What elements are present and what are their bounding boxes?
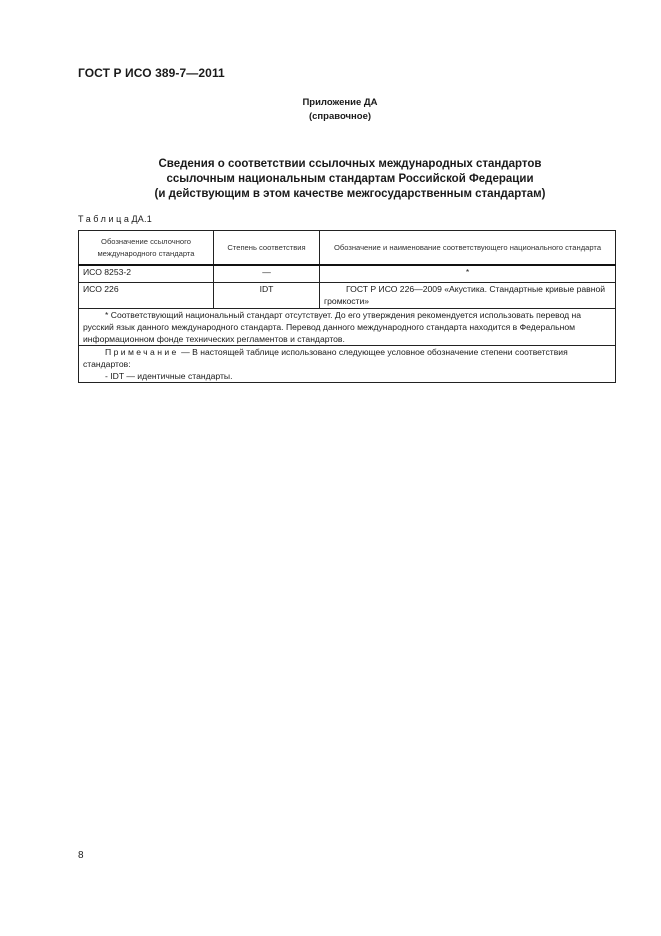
column-header-national: Обозначение и наименование соответствующего национального стандарта xyxy=(320,231,616,266)
table-footnote-row xyxy=(79,309,616,346)
table-footnote: * Соответствующий национальный стандарт отсутствует. До его утверждения рекомендуется использовать перевод на русский язык данного международного стандарта. Перевод данного международного стандарта находится в Федеральном информационном фонде технических регламентов и стандартов. xyxy=(79,309,616,346)
cell-national: ГОСТ Р ИСО 226—2009 «Акустика. Стандартные кривые равной громкости» xyxy=(320,283,616,309)
cell-ref: ИСО 8253-2 xyxy=(79,265,214,283)
section-title-line-3: (и действующим в этом качестве межгосударственным стандартам) xyxy=(154,188,546,200)
note-label: Примечание xyxy=(105,347,179,357)
note-text: — В настоящей таблице использовано следующее условное обозначение степени соответствия стандартов: xyxy=(83,347,568,369)
note-list-item: - IDT — идентичные стандарты. xyxy=(105,371,233,381)
cell-ref: ИСО 226 xyxy=(79,283,214,309)
cell-degree: IDT xyxy=(214,283,320,309)
page-number: 8 xyxy=(78,850,84,861)
column-header-degree: Степень соответствия xyxy=(214,231,320,266)
section-title-line-1: Сведения о соответствии ссылочных международных стандартов xyxy=(158,158,542,170)
table-note xyxy=(79,346,616,383)
table-row xyxy=(79,265,616,283)
cell-degree: — xyxy=(214,265,320,283)
cell-national: * xyxy=(320,265,616,283)
section-title xyxy=(110,157,590,202)
correspondence-table xyxy=(78,230,616,383)
note-paragraph xyxy=(83,346,611,370)
column-header-ref: Обозначение ссылочного международного стандарта xyxy=(79,231,214,266)
table-header-row xyxy=(79,231,616,266)
appendix-subtitle: (справочное) xyxy=(308,111,372,122)
table-row xyxy=(79,283,616,309)
section-title-line-2: ссылочным национальным стандартам Российской Федерации xyxy=(166,173,534,185)
table-caption-id: ДА.1 xyxy=(131,214,152,224)
appendix-heading xyxy=(240,96,440,124)
table-note-row xyxy=(79,346,616,383)
appendix-title: Приложение ДА xyxy=(302,97,378,108)
table-caption-prefix: Таблица xyxy=(78,214,132,224)
document-code: ГОСТ Р ИСО 389-7—2011 xyxy=(78,66,225,80)
table-caption xyxy=(78,214,152,224)
